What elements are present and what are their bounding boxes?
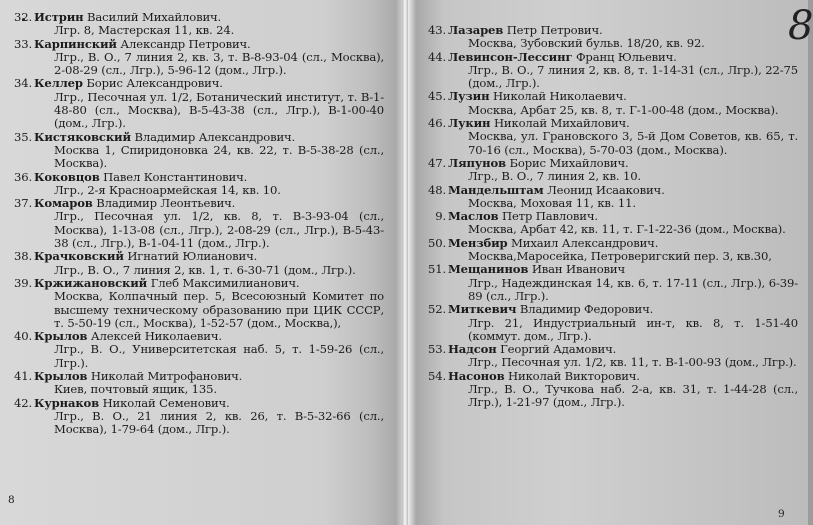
- entry-address: Москва, Арбат 42, кв. 11, т. Г-1-22-36 (дом., Москва).: [468, 222, 786, 237]
- entry-given-names: Петр Павлович.: [502, 209, 598, 224]
- entry-address: Лгр., 2-я Красноармейская 14, кв. 10.: [54, 182, 281, 197]
- entry-given-names: Василий Михайлович.: [87, 10, 222, 24]
- entry-given-names: Александр Петрович.: [120, 36, 251, 51]
- directory-entry: [426, 263, 798, 303]
- entry-address: Лгр. 8, Мастерская 11, кв. 24.: [54, 23, 235, 38]
- entry-address: Лгр., В. О., 7 линия 2, кв. 10.: [468, 169, 641, 184]
- entry-number: 43.: [428, 23, 446, 37]
- entry-number: 50.: [428, 235, 446, 250]
- directory-entry: [12, 397, 384, 437]
- entry-surname: Карпинский: [34, 36, 117, 51]
- entry-surname: Надсон: [448, 342, 497, 357]
- entry-number: 39.: [14, 275, 32, 290]
- entry-address: Лгр. 21, Индустриальный ин-т, кв. 8, т. 1-51-40 (коммут. дом., Лгр.).: [468, 315, 798, 343]
- directory-entry: [426, 24, 798, 51]
- entry-address: Лгр., В. О., 7 линия 2, кв. 8, т. 1-14-31 (сл., Лгр.), 22-75 (дом., Лгр.).: [468, 62, 798, 91]
- directory-entry: [12, 277, 384, 330]
- entry-surname: Крачковский: [34, 249, 124, 264]
- directory-entry: [426, 157, 798, 184]
- entry-given-names: Леонид Исаакович.: [547, 182, 665, 197]
- directory-entry: [426, 303, 798, 343]
- entry-surname: Насонов: [448, 368, 505, 383]
- entry-address: Москва 1, Спиридоновка 24, кв. 22, т. В-5-38-28 (сл., Москва).: [54, 142, 384, 171]
- left-page: [0, 0, 400, 525]
- entry-surname: Ляпунов: [448, 155, 506, 170]
- directory-entry: [426, 90, 798, 117]
- entry-surname: Лузин: [448, 89, 490, 104]
- directory-entry: [426, 51, 798, 91]
- entry-number: 32.: [14, 10, 32, 24]
- entry-given-names: Михаил Александрович.: [511, 235, 659, 250]
- entry-given-names: Николай Николаевич.: [492, 89, 627, 104]
- entry-surname: Келлер: [34, 76, 83, 91]
- entry-number: 52.: [428, 302, 446, 317]
- entry-number: 46.: [428, 116, 446, 131]
- right-page: [410, 0, 813, 525]
- entry-address: Лгр., Надеждинская 14, кв. 6, т. 17-11 (сл., Лгр.), 6-39-89 (сл., Лгр.).: [468, 275, 798, 303]
- entry-surname: Курнаков: [34, 395, 100, 410]
- entry-address: Лгр., В. О., 7 линия 2, кв. 3, т. В-8-93-04 (сл., Москва), 2-08-29 (сл., Лгр.), 5-96-12 (дом., Лгр.).: [54, 49, 384, 78]
- entry-surname: Комаров: [34, 196, 93, 211]
- entry-surname: Крылов: [34, 369, 88, 384]
- entry-number: 36.: [14, 169, 32, 184]
- entry-address: Москва, ул. Грановского 3, 5-й Дом Советов, кв. 65, т. 70-16 (сл., Москва), 5-70-03 (дом., Москва).: [468, 129, 798, 157]
- book-spine: [402, 0, 408, 525]
- entry-given-names: Глеб Максимилианович.: [150, 275, 300, 290]
- entry-number: 45.: [428, 89, 446, 104]
- directory-entry: [12, 131, 384, 171]
- entry-address: Лгр., Песочная ул. 1/2, Ботанический институт, т. В-1-48-80 (сл., Москва), В-5-43-38 (сл., Лгр.), В-1-00-40 (дом., Лгр.).: [54, 89, 384, 131]
- entry-surname: Маслов: [448, 209, 499, 224]
- entry-address: Москва, Зубовский бульв. 18/20, кв. 92.: [468, 36, 705, 51]
- entry-given-names: Владимир Леонтьевич.: [96, 196, 236, 211]
- entry-address: Москва, Арбат 25, кв. 8, т. Г-1-00-48 (дом., Москва).: [468, 102, 779, 117]
- directory-entry: [426, 370, 798, 410]
- entry-given-names: Павел Константинович.: [103, 169, 248, 184]
- directory-entry: [426, 343, 798, 370]
- entry-surname: Мандельштам: [448, 182, 544, 197]
- directory-entry: [12, 77, 384, 130]
- entry-address: Лгр., Песочная ул. 1/2, кв. 8, т. В-3-93-04 (сл., Москва), 1-13-08 (сл., Лгр.), 2-08-29 (сл., Лгр.), В-5-43-38 (сл., Лгр.), В-1-04-11 (дом., Лгр.).: [54, 209, 384, 251]
- directory-entry: [12, 197, 384, 250]
- entry-given-names: Игнатий Юлианович.: [127, 249, 258, 264]
- entry-address: Лгр., В. О., 7 линия 2, кв. 1, т. 6-30-71 (дом., Лгр.).: [54, 262, 356, 277]
- entry-surname: Мензбир: [448, 235, 508, 250]
- entry-given-names: Франц Юльевич.: [575, 49, 677, 64]
- entry-given-names: Николай Михайлович.: [493, 116, 630, 131]
- entry-number: 38.: [14, 249, 32, 264]
- entry-number: 37.: [14, 196, 32, 211]
- entry-address: Москва,Маросейка, Петроверигский пер. 3, кв.30,: [468, 249, 772, 264]
- directory-entry: [426, 210, 798, 237]
- entry-number: 51.: [428, 262, 446, 277]
- entry-address: Москва, Колпачный пер. 5, Всесоюзный Комитет по высшему техническому образованию при ЦИК СССР, т. 5-50-19 (сл., Москва), 1-52-57 (дом., Москва,),: [54, 289, 384, 330]
- entry-number: 40.: [14, 329, 32, 344]
- entry-address: Лгр., В. О., Университетская наб. 5, т. 1-59-26 (сл., Лгр.).: [54, 342, 384, 370]
- entry-number: 47.: [428, 155, 446, 170]
- entry-given-names: Алексей Николаевич.: [90, 329, 222, 344]
- entry-given-names: Георгий Адамович.: [500, 342, 617, 357]
- entry-number: 53.: [428, 342, 446, 357]
- entry-surname: Кржижановский: [34, 275, 148, 290]
- directory-entry: [12, 11, 384, 38]
- entry-number: 54.: [428, 368, 446, 383]
- page-number-right: 9: [778, 508, 785, 520]
- entry-given-names: Борис Александрович.: [86, 76, 223, 91]
- entry-surname: Лазарев: [448, 23, 504, 37]
- entry-number: 33.: [14, 36, 32, 51]
- entry-number: 44.: [428, 49, 446, 64]
- left-entry-list: [12, 11, 384, 437]
- handwritten-number: 8: [788, 3, 813, 49]
- entry-surname: Мещанинов: [448, 262, 529, 277]
- directory-entry: [426, 237, 798, 264]
- entry-given-names: Борис Михайлович.: [509, 155, 629, 170]
- entry-number: 9.: [435, 209, 446, 224]
- entry-address: Киев, почтовый ящик, 135.: [54, 382, 217, 397]
- directory-entry: [12, 38, 384, 78]
- entry-surname: Истрин: [34, 10, 84, 24]
- directory-entry: [426, 117, 798, 157]
- entry-number: 34.: [14, 76, 32, 91]
- entry-surname: Коковцов: [34, 169, 100, 184]
- entry-address: Лгр., В. О., Тучкова наб. 2-а, кв. 31, т. 1-44-28 (сл., Лгр.), 1-21-97 (дом., Лгр.).: [468, 382, 798, 410]
- entry-address: Москва, Моховая 11, кв. 11.: [468, 195, 636, 210]
- entry-surname: Кистяковский: [34, 129, 131, 144]
- entry-given-names: Николай Семенович.: [102, 395, 230, 410]
- right-entry-list: [426, 24, 798, 410]
- entry-given-names: Николай Викторович.: [508, 368, 640, 383]
- directory-entry: [12, 171, 384, 198]
- entry-surname: Левинсон-Лессинг: [448, 49, 573, 64]
- entry-number: 48.: [428, 182, 446, 197]
- entry-number: 41.: [14, 369, 32, 384]
- entry-number: 35.: [14, 129, 32, 144]
- page-number-left: 8: [8, 494, 15, 506]
- entry-given-names: Петр Петрович.: [506, 23, 603, 37]
- entry-surname: Лукин: [448, 116, 491, 131]
- entry-address: Лгр., В. О., 21 линия 2, кв. 26, т. В-5-32-66 (сл., Москва), 1-79-64 (дом., Лгр.).: [54, 408, 384, 437]
- directory-entry: [426, 184, 798, 211]
- entry-surname: Крылов: [34, 329, 88, 344]
- entry-surname: Миткевич: [448, 302, 517, 317]
- entry-given-names: Николай Митрофанович.: [90, 369, 243, 384]
- entry-number: 42.: [14, 395, 32, 410]
- entry-address: Лгр., Песочная ул. 1/2, кв. 11, т. В-1-00-93 (дом., Лгр.).: [468, 355, 797, 370]
- directory-entry: [12, 250, 384, 277]
- directory-entry: [12, 370, 384, 397]
- directory-entry: [12, 330, 384, 370]
- entry-given-names: Владимир Федорович.: [519, 302, 654, 317]
- entry-given-names: Иван Иванович: [531, 262, 626, 277]
- entry-given-names: Владимир Александрович.: [134, 129, 296, 144]
